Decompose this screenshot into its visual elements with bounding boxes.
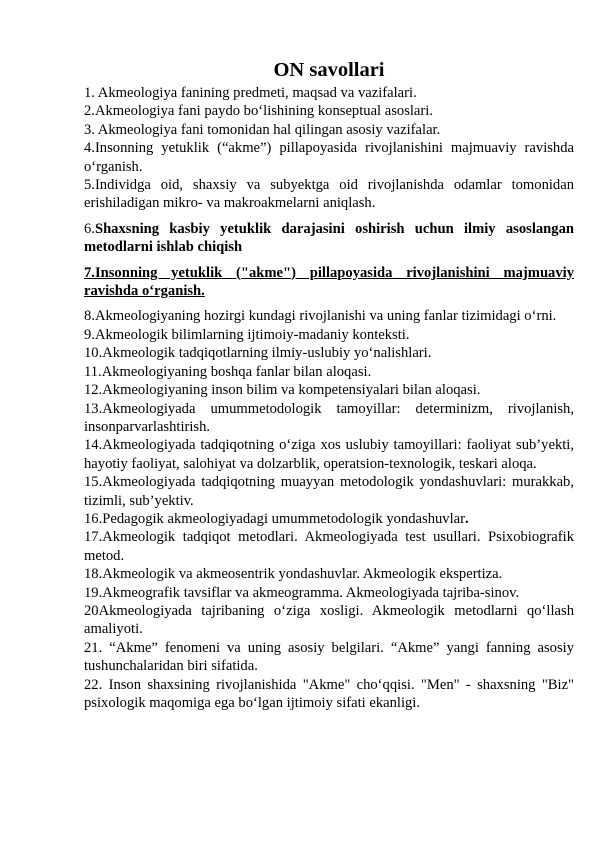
question-22: 22. Inson shaxsining rivojlanishida "Akme" cho‘qqisi. "Men" - shaxsning "Biz" psixologik maqomiga ega bo‘lgan ijtimoiy sifati ekanligi. bbox=[84, 676, 574, 711]
question-16 bbox=[84, 510, 574, 528]
question-16-period: . bbox=[465, 510, 469, 527]
question-2: 2.Akmeologiya fani paydo bo‘lishining konseptual asoslari. bbox=[84, 103, 433, 120]
question-6-number: 6. bbox=[84, 220, 95, 237]
question-list bbox=[84, 84, 574, 712]
question-18: 18.Akmeologik va akmeosentrik yondashuvlar. Akmeologik ekspertiza. bbox=[84, 566, 503, 583]
question-21: 21. “Akme” fenomeni va uning asosiy belgilari. “Akme” yangi fanning asosiy tushunchalaridan biri sifatida. bbox=[84, 639, 574, 675]
question-3: 3. Akmeologiya fani tomonidan hal qilingan asosiy vazifalar. bbox=[84, 121, 441, 138]
question-7: 7.Insonning yetuklik ("akme") pillapoyasida rivojlanishini majmuaviy ravishda o‘rganish. bbox=[84, 264, 574, 300]
question-14: 14.Akmeologiyada tadqiqotning o‘ziga xos uslubiy tamoyillari: faoliyat sub’yekti, hayotiy faoliyat, salohiyat va dolzarblik, operatsion-texnologik, teskari aloqa. bbox=[84, 437, 574, 472]
question-8: 8.Akmeologiyaning hozirgi kundagi rivojlanishi va uning fanlar tizimidagi o‘rni. bbox=[84, 308, 557, 325]
question-6-text: Shaxsning kasbiy yetuklik darajasini oshirish uchun ilmiy asoslangan metodlarni ishlab chiqish bbox=[84, 220, 574, 256]
question-19: 19.Akmeografik tavsiflar va akmeogramma. Akmeologiyada tajriba-sinov. bbox=[84, 584, 520, 601]
question-4: 4.Insonning yetuklik (“akme”) pillapoyasida rivojlanishini majmuaviy ravishda o‘rganish. bbox=[84, 140, 574, 175]
question-15: 15.Akmeologiyada tadqiqotning muayyan metodologik yondashuvlari: murakkab, tizimli, sub’yektiv. bbox=[84, 474, 574, 509]
question-13: 13.Akmeologiyada umummetodologik tamoyillar: determinizm, rivojlanish, insonparvarlashtirish. bbox=[84, 400, 574, 435]
question-17: 17.Akmeologik tadqiqot metodlari. Akmeologiyada test usullari. Psixobiografik metod. bbox=[84, 529, 574, 564]
document-title: ON savollari bbox=[273, 59, 385, 81]
question-9: 9.Akmeologik bilimlarning ijtimoiy-madaniy konteksti. bbox=[84, 326, 410, 343]
question-6 bbox=[84, 220, 574, 257]
question-11: 11.Akmeologiyaning boshqa fanlar bilan aloqasi. bbox=[84, 363, 372, 380]
document-page bbox=[84, 58, 574, 712]
question-5: 5.Individga oid, shaxsiy va subyektga oid rivojlanishda odamlar tomonidan erishiladigan mikro- va makroakmelarni aniqlash. bbox=[84, 177, 574, 212]
question-16-text: 16.Pedagogik akmeologiyadagi umummetodologik yondashuvlar bbox=[84, 510, 465, 527]
question-20: 20Akmeologiyada tajribaning o‘ziga xosligi. Akmeologik metodlarni qo‘llash amaliyoti. bbox=[84, 602, 574, 638]
question-10: 10.Akmeologik tadqiqotlarning ilmiy-uslubiy yo‘nalishlari. bbox=[84, 345, 432, 362]
question-1: 1. Akmeologiya fanining predmeti, maqsad va vazifalari. bbox=[84, 85, 417, 101]
question-12: 12.Akmeologiyaning inson bilim va kompetensiyalari bilan aloqasi. bbox=[84, 382, 481, 399]
